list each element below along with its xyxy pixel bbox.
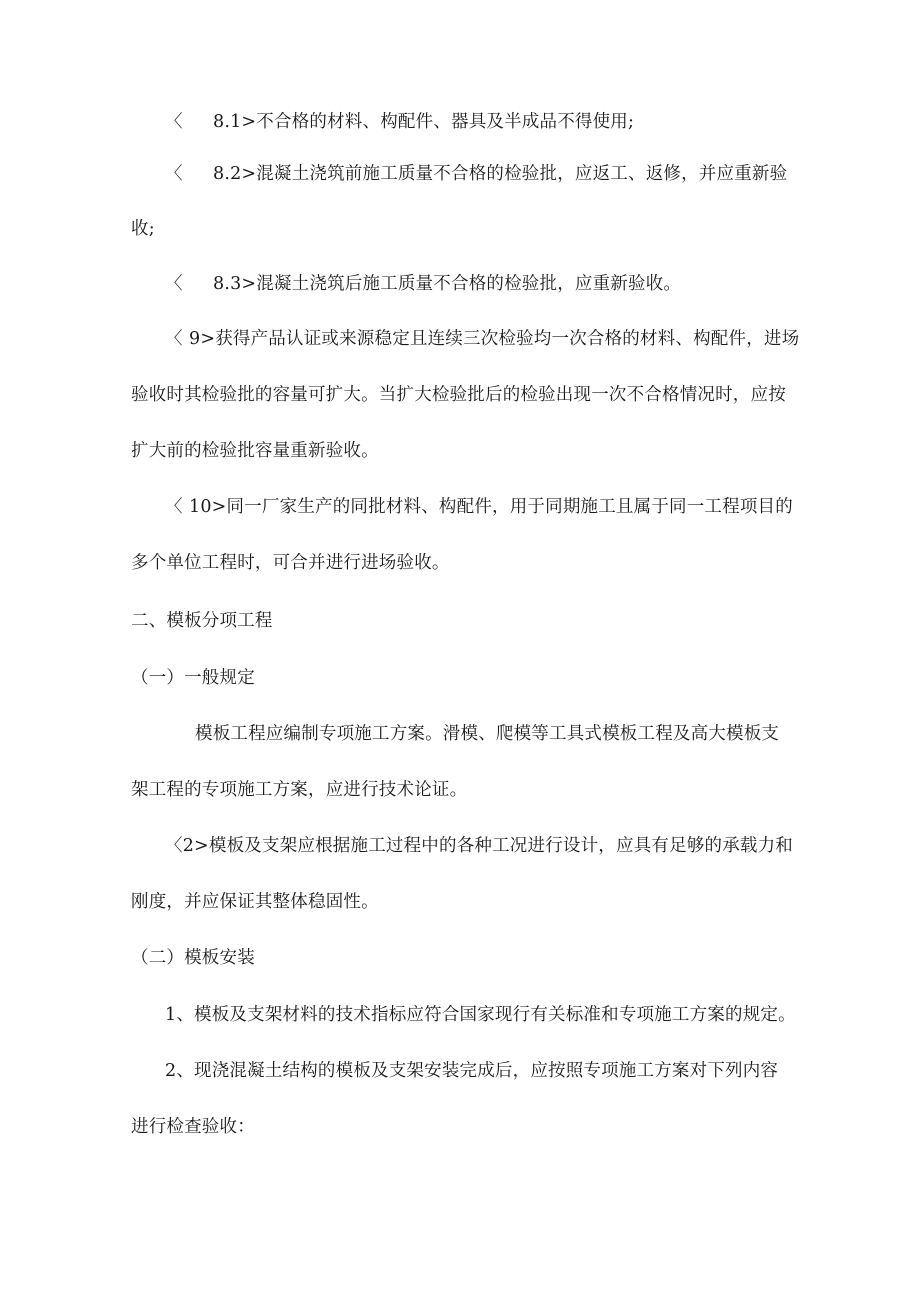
- heading-text: （二）模板安装: [131, 948, 255, 968]
- heading-text: 二、模板分项工程: [131, 611, 273, 631]
- list-marker: 〈: [165, 329, 183, 349]
- numbered-item-2: [165, 1059, 778, 1083]
- line-text: 验收时其检验批的容量可扩大。当扩大检验批后的检验出现一次不合格情况时，应按: [131, 385, 786, 405]
- line-text: 刚度，并应保证其整体稳固性。: [131, 892, 379, 912]
- list-item-10-continuation: [131, 551, 450, 575]
- line-text: 模板工程应编制专项施工方案。滑模、爬模等工具式模板工程及高大模板支: [195, 724, 780, 744]
- line-text: 8.1>不合格的材料、构配件、器具及半成品不得使用;: [213, 112, 635, 132]
- line-text: 扩大前的检验批容量重新验收。: [131, 441, 379, 461]
- list-item-8-1: [165, 110, 634, 134]
- line-text: 10>同一厂家生产的同批材料、构配件，用于同期施工且属于同一工程项目的: [189, 497, 793, 517]
- list-marker: 〈: [165, 164, 183, 184]
- subsection-heading: [131, 946, 255, 970]
- line-text: 1、模板及支架材料的技术指标应符合国家现行有关标准和专项施工方案的规定。: [165, 1005, 796, 1025]
- paragraph-2-continuation: [131, 890, 379, 914]
- list-item-10: [165, 495, 793, 519]
- list-marker: 〈: [165, 112, 183, 132]
- line-text: 收;: [131, 219, 155, 239]
- numbered-item-2-continuation: [131, 1115, 255, 1139]
- line-text: 多个单位工程时，可合并进行进场验收。: [131, 553, 450, 573]
- paragraph-1: [195, 722, 779, 746]
- list-item-8-2: [165, 162, 787, 186]
- heading-text: （一）一般规定: [131, 668, 255, 688]
- list-item-9-continuation: [131, 383, 786, 407]
- list-marker: 〈: [165, 274, 183, 294]
- subsection-heading: [131, 666, 255, 690]
- list-item-9: [165, 327, 799, 351]
- line-text: 9>获得产品认证或来源稳定且连续三次检验均一次合格的材料、构配件，进场: [189, 329, 800, 349]
- numbered-item-1: [165, 1003, 796, 1027]
- line-text: 进行检查验收：: [131, 1117, 255, 1137]
- line-text: 2、现浇混凝土结构的模板及支架安装完成后，应按照专项施工方案对下列内容: [165, 1061, 779, 1081]
- list-item-9-continuation: [131, 439, 379, 463]
- paragraph-1-continuation: [131, 778, 467, 802]
- line-text: 架工程的专项施工方案，应进行技术论证。: [131, 780, 468, 800]
- list-item-8-2-continuation: [131, 217, 155, 241]
- line-text: 8.2>混凝土浇筑前施工质量不合格的检验批，应返工、返修，并应重新验: [213, 164, 788, 184]
- paragraph-2: [165, 834, 793, 858]
- list-marker: 〈: [165, 497, 183, 517]
- line-text: 〈2>模板及支架应根据施工过程中的各种工况进行设计，应具有足够的承载力和: [165, 836, 793, 856]
- section-heading: [131, 609, 273, 633]
- line-text: 8.3>混凝土浇筑后施工质量不合格的检验批，应重新验收。: [213, 274, 682, 294]
- list-item-8-3: [165, 272, 681, 296]
